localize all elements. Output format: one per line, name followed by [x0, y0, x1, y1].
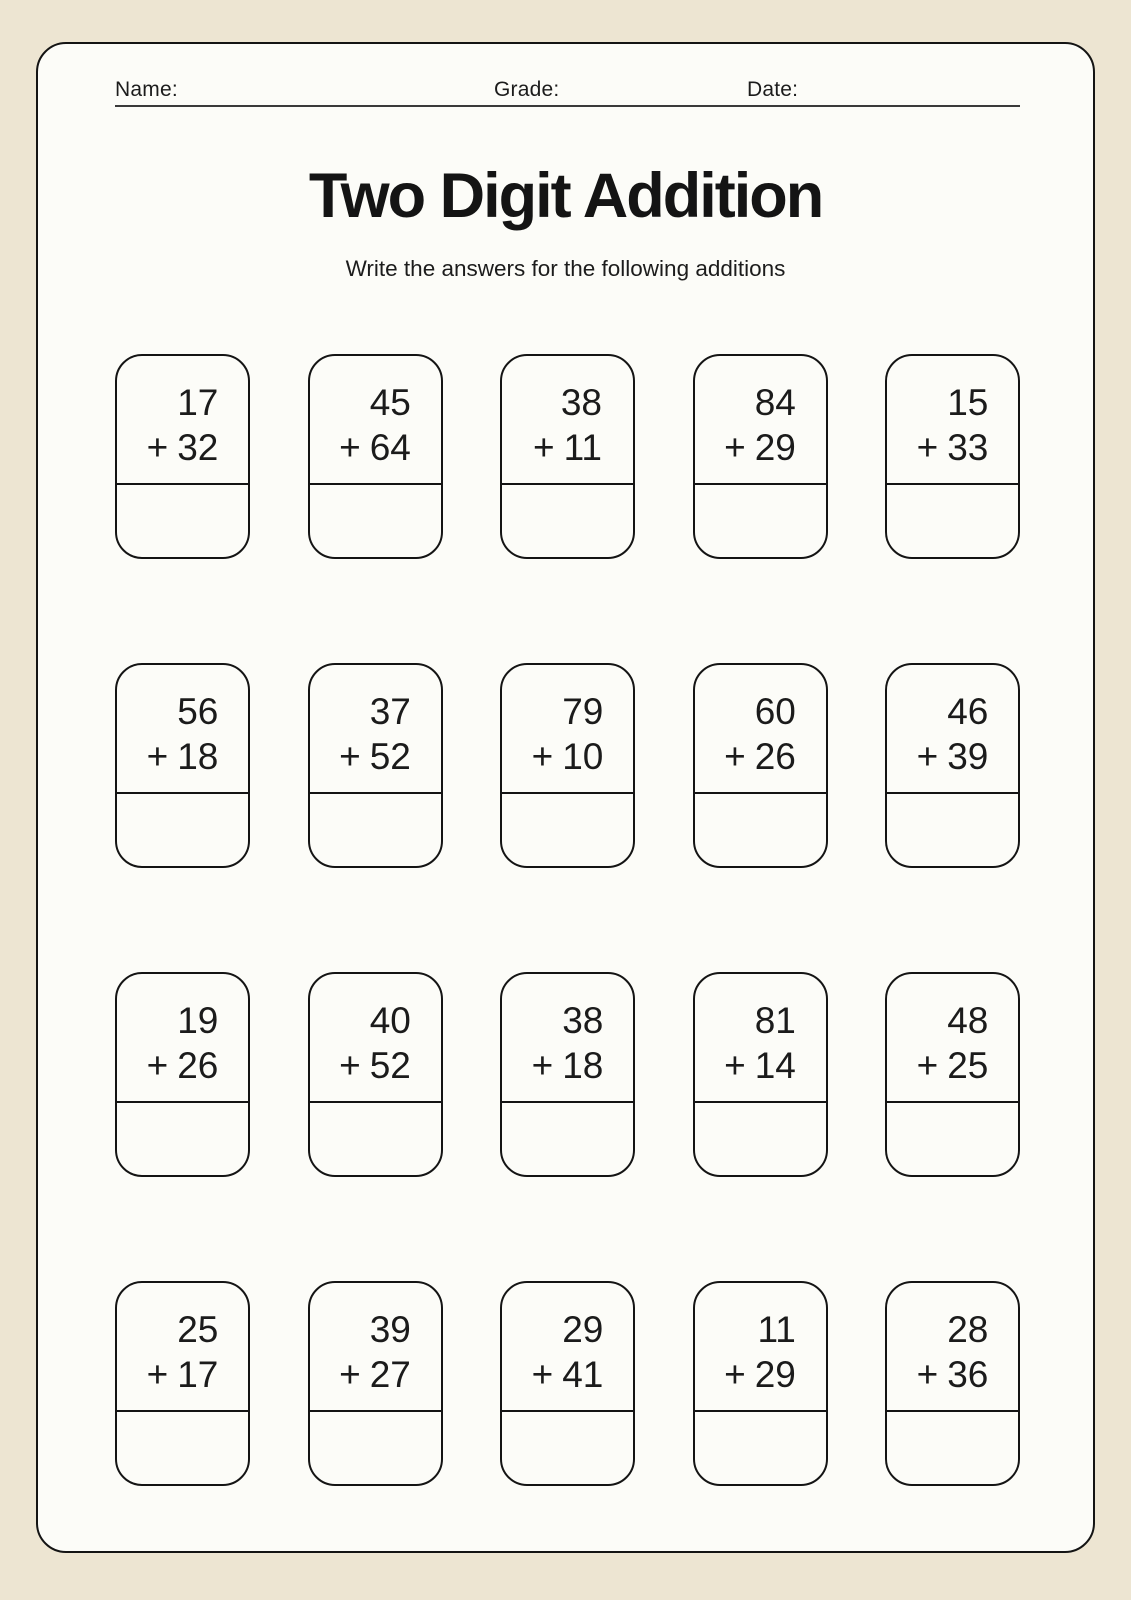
- plus-sign: +: [724, 1045, 746, 1086]
- plus-sign: +: [724, 427, 746, 468]
- problem: [502, 1283, 633, 1412]
- addend-bottom: 29: [754, 427, 796, 468]
- problem: [695, 1283, 826, 1412]
- answer-box[interactable]: [117, 485, 248, 557]
- addend-bottom: 10: [562, 736, 604, 777]
- answer-box[interactable]: [695, 1103, 826, 1175]
- problem-card: [885, 972, 1020, 1177]
- addend-top: 17: [177, 382, 219, 423]
- problem: [310, 356, 441, 485]
- answer-box[interactable]: [310, 794, 441, 866]
- problem-card: [115, 1281, 250, 1486]
- addend-bottom: 29: [754, 1354, 796, 1395]
- problem: [117, 974, 248, 1103]
- answer-box[interactable]: [502, 1412, 633, 1484]
- addend-bottom: 27: [369, 1354, 411, 1395]
- addend-top: 28: [947, 1309, 989, 1350]
- answer-box[interactable]: [117, 794, 248, 866]
- problem-card: [115, 972, 250, 1177]
- problem-card: [885, 354, 1020, 559]
- problem: [310, 974, 441, 1103]
- addend-bottom: 33: [947, 427, 989, 468]
- plus-sign: +: [146, 1354, 169, 1395]
- addend-top: 38: [560, 382, 603, 423]
- plus-sign: +: [531, 1354, 554, 1395]
- answer-box[interactable]: [887, 794, 1018, 866]
- addend-top: 11: [757, 1309, 796, 1350]
- answer-box[interactable]: [117, 1103, 248, 1175]
- problem: [117, 356, 248, 485]
- plus-sign: +: [339, 1354, 361, 1395]
- answer-box[interactable]: [310, 1412, 441, 1484]
- addend-bottom: 18: [177, 736, 219, 777]
- addend-bottom: 18: [562, 1045, 604, 1086]
- addend-bottom: 17: [177, 1354, 219, 1395]
- problem-card: [885, 1281, 1020, 1486]
- problem: [695, 665, 826, 794]
- addend-top: 19: [177, 1000, 219, 1041]
- grade-label: Grade:: [494, 78, 560, 101]
- plus-sign: +: [916, 1045, 939, 1086]
- problem: [887, 356, 1018, 485]
- answer-box[interactable]: [502, 485, 633, 557]
- problem: [695, 974, 826, 1103]
- answer-box[interactable]: [310, 1103, 441, 1175]
- plus-sign: +: [724, 736, 746, 777]
- addend-top: 46: [947, 691, 989, 732]
- problem-card: [308, 972, 443, 1177]
- problem: [310, 1283, 441, 1412]
- problems-grid: [115, 354, 1020, 1486]
- problem-card: [500, 1281, 635, 1486]
- plus-sign: +: [532, 427, 555, 468]
- answer-box[interactable]: [310, 485, 441, 557]
- addend-top: 45: [369, 382, 411, 423]
- answer-box[interactable]: [117, 1412, 248, 1484]
- addend-bottom: 52: [369, 736, 411, 777]
- problem: [502, 665, 633, 794]
- addend-bottom: 26: [177, 1045, 219, 1086]
- header: [115, 44, 1020, 107]
- plus-sign: +: [146, 1045, 169, 1086]
- page-title: Two Digit Addition: [308, 161, 823, 231]
- addend-top: 37: [369, 691, 411, 732]
- addend-top: 79: [562, 691, 604, 732]
- worksheet-page: [36, 42, 1095, 1553]
- problem-card: [885, 663, 1020, 868]
- plus-sign: +: [339, 1045, 361, 1086]
- problem-card: [308, 1281, 443, 1486]
- addend-top: 39: [369, 1309, 411, 1350]
- plus-sign: +: [916, 736, 939, 777]
- problem: [887, 1283, 1018, 1412]
- plus-sign: +: [531, 736, 554, 777]
- problem-card: [500, 972, 635, 1177]
- problem-card: [308, 354, 443, 559]
- plus-sign: +: [339, 427, 361, 468]
- plus-sign: +: [531, 1045, 554, 1086]
- header-fill-line[interactable]: [115, 105, 1020, 107]
- problem: [502, 974, 633, 1103]
- problem: [117, 665, 248, 794]
- problem-card: [693, 1281, 828, 1486]
- answer-box[interactable]: [887, 1103, 1018, 1175]
- name-label: Name:: [115, 78, 178, 101]
- addend-bottom: 64: [369, 427, 411, 468]
- problem-card: [693, 972, 828, 1177]
- problem: [695, 356, 826, 485]
- addend-bottom: 52: [369, 1045, 411, 1086]
- addend-bottom: 41: [562, 1354, 604, 1395]
- addend-top: 81: [754, 1000, 796, 1041]
- addend-bottom: 36: [947, 1354, 989, 1395]
- problem-card: [115, 663, 250, 868]
- problem: [310, 665, 441, 794]
- problem-card: [693, 663, 828, 868]
- problem: [887, 974, 1018, 1103]
- addend-bottom: 26: [754, 736, 796, 777]
- answer-box[interactable]: [887, 485, 1018, 557]
- answer-box[interactable]: [695, 1412, 826, 1484]
- answer-box[interactable]: [502, 1103, 633, 1175]
- addend-top: 56: [177, 691, 219, 732]
- answer-box[interactable]: [695, 794, 826, 866]
- problem-card: [693, 354, 828, 559]
- plus-sign: +: [916, 427, 939, 468]
- addend-top: 38: [562, 1000, 604, 1041]
- addend-top: 15: [947, 382, 989, 423]
- answer-box[interactable]: [887, 1412, 1018, 1484]
- page-subtitle: Write the answers for the following additions: [345, 256, 786, 281]
- addend-top: 60: [754, 691, 796, 732]
- addend-top: 48: [947, 1000, 989, 1041]
- problem-card: [500, 354, 635, 559]
- problem-card: [500, 663, 635, 868]
- addend-bottom: 25: [947, 1045, 989, 1086]
- problem: [887, 665, 1018, 794]
- addend-top: 84: [754, 382, 796, 423]
- problem-card: [115, 354, 250, 559]
- plus-sign: +: [146, 427, 169, 468]
- plus-sign: +: [724, 1354, 746, 1395]
- addend-top: 40: [369, 1000, 411, 1041]
- problem-card: [308, 663, 443, 868]
- date-label: Date:: [747, 78, 799, 101]
- plus-sign: +: [146, 736, 169, 777]
- addend-bottom: 32: [177, 427, 219, 468]
- addend-bottom: 14: [754, 1045, 796, 1086]
- addend-top: 25: [177, 1309, 219, 1350]
- plus-sign: +: [916, 1354, 939, 1395]
- addend-top: 29: [562, 1309, 604, 1350]
- addend-bottom: 39: [947, 736, 989, 777]
- plus-sign: +: [339, 736, 361, 777]
- addend-bottom: 11: [563, 427, 603, 468]
- answer-box[interactable]: [502, 794, 633, 866]
- answer-box[interactable]: [695, 485, 826, 557]
- problem: [117, 1283, 248, 1412]
- problem: [502, 356, 633, 485]
